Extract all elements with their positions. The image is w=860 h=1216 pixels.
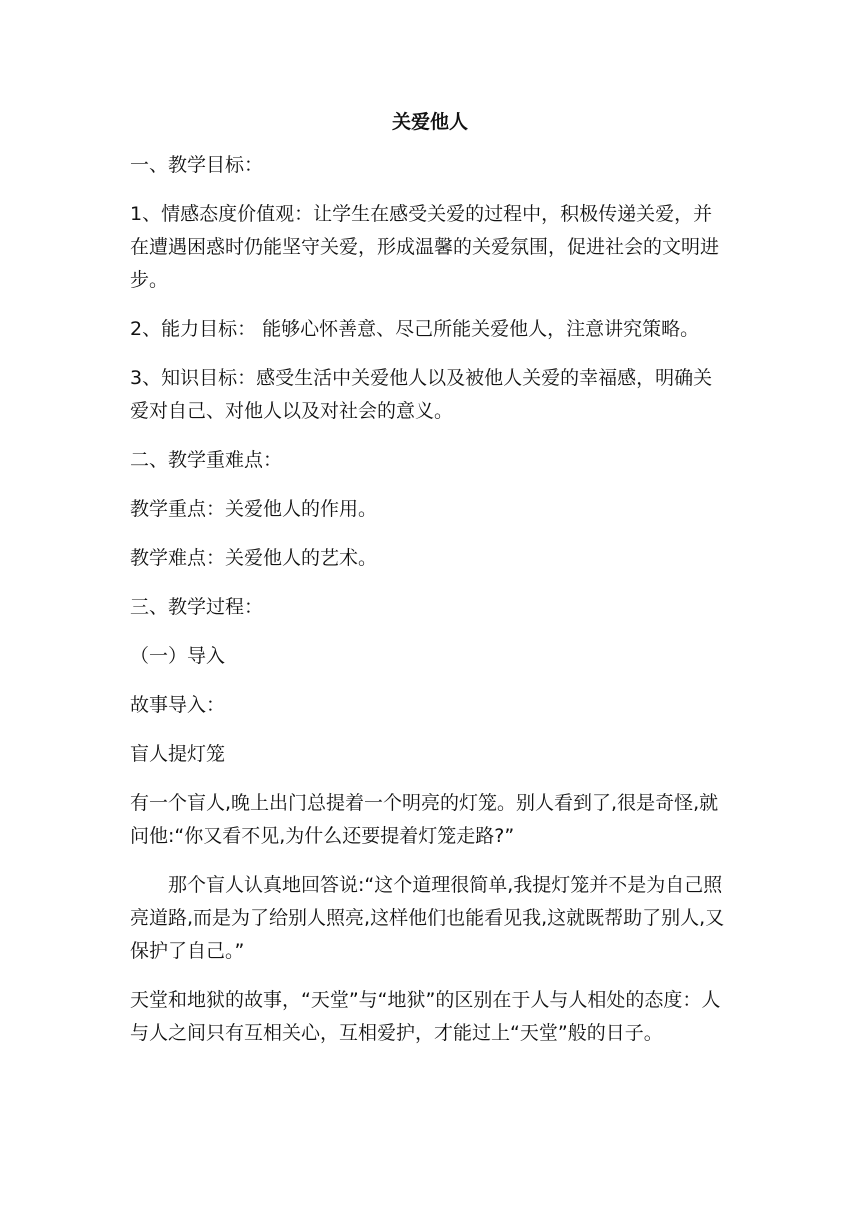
- paragraph-ability-goal: 2、能力目标： 能够心怀善意、尽己所能关爱他人，注意讲究策略。: [130, 318, 700, 340]
- document-title: 关爱他人: [391, 111, 468, 133]
- paragraph-story-part-1: 有一个盲人,晚上出门总提着一个明亮的灯笼。别人看到了,很是奇怪,就问他:“你又看不见,为什么还要提着灯笼走路?”: [130, 792, 719, 847]
- paragraph-heaven-hell-story: 天堂和地狱的故事，“天堂”与“地狱”的区别在于人与人相处的态度：人与人之间只有互相关心，互相爱护，才能过上“天堂”般的日子。: [130, 989, 721, 1044]
- story-title: 盲人提灯笼: [130, 743, 226, 765]
- paragraph-difficult-point: 教学难点：关爱他人的艺术。: [130, 547, 378, 569]
- subsection-heading-intro: （一）导入: [130, 645, 226, 667]
- section-heading-process: 三、教学过程：: [130, 596, 264, 618]
- document-body: [130, 100, 730, 1066]
- paragraph-attitude-goal: 1、情感态度价值观：让学生在感受关爱的过程中，积极传递关爱，并在遭遇困惑时仍能坚守关爱，形成温馨的关爱氛围，促进社会的文明进步。: [130, 203, 720, 291]
- paragraph-knowledge-goal: 3、知识目标：感受生活中关爱他人以及被他人关爱的幸福感，明确关爱对自己、对他人以及对社会的意义。: [130, 367, 713, 422]
- paragraph-story-part-2: 那个盲人认真地回答说:“这个道理很简单,我提灯笼并不是为自己照亮道路,而是为了给别人照亮,这样他们也能看见我,这就既帮助了别人,又保护了自己。”: [130, 874, 725, 962]
- paragraph-story-intro: 故事导入：: [130, 694, 226, 716]
- paragraph-key-point: 教学重点：关爱他人的作用。: [130, 498, 378, 520]
- section-heading-key-points: 二、教学重难点：: [130, 449, 283, 471]
- section-heading-objectives: 一、教学目标：: [130, 154, 264, 176]
